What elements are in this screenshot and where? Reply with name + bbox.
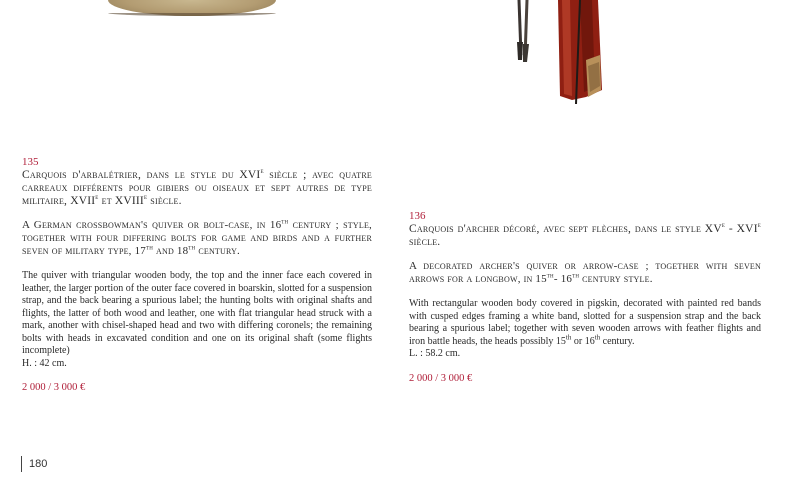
lot-title-french: Carquois d'arbalétrier, dans le style du XVIe siècle ; avec quatre carreaux différents pour gibiers ou oiseaux et sept autres de type militaire, XVIIe et XVIIIe siècle. xyxy=(22,167,372,207)
lot-estimate: 2 000 / 3 000 € xyxy=(22,382,86,393)
lot-number: 136 xyxy=(409,210,426,222)
lot-title-english: A decorated archer's quiver or arrow-case ; together with seven arrows for a longbow, in 15th- 16th century style. xyxy=(409,260,761,285)
lot-136 xyxy=(409,210,761,385)
quiver-photo-136 xyxy=(500,0,640,105)
lot-dimensions: L. : 58.2 cm. xyxy=(409,348,461,359)
page-number: 180 xyxy=(21,456,47,472)
lot-number: 135 xyxy=(22,156,39,168)
lot-dimensions: H. : 42 cm. xyxy=(22,357,67,369)
quiver-photo-135 xyxy=(108,0,276,16)
lot-135 xyxy=(22,156,372,394)
lot-description: The quiver with triangular wooden body, the top and the inner face each covered in leather, the larger portion of the outer face covered in boarskin, slotted for a suspension strap, and the back bearing a spurious label; the hunting bolts with original shafts and flights, the latter of both wood and leather, one with flat triangular head struck with a mark, another with chisel-shaped head and two with differing coronels; the remaining bolts with heads in excavated condition and one on its original shaft (some flights incomplete) xyxy=(22,270,372,356)
lot-description: With rectangular wooden body covered in pigskin, decorated with painted red bands with cusped edges framing a white band, slotted for a suspension strap and the back bearing a spurious label; together with seven wooden arrows with feather flights and iron battle heads, the heads possibly 15th or 16th century. xyxy=(409,298,761,347)
lot-estimate: 2 000 / 3 000 € xyxy=(409,372,473,384)
lot-title-french: Carquois d'archer décoré, avec sept flèches, dans le style XVe - XVIe siècle. xyxy=(409,221,761,248)
lot-title-english: A German crossbowman's quiver or bolt-case, in 16th century ; style, together with four differing bolts for game and birds and a further seven of military type, 17th and 18th century. xyxy=(22,217,372,257)
